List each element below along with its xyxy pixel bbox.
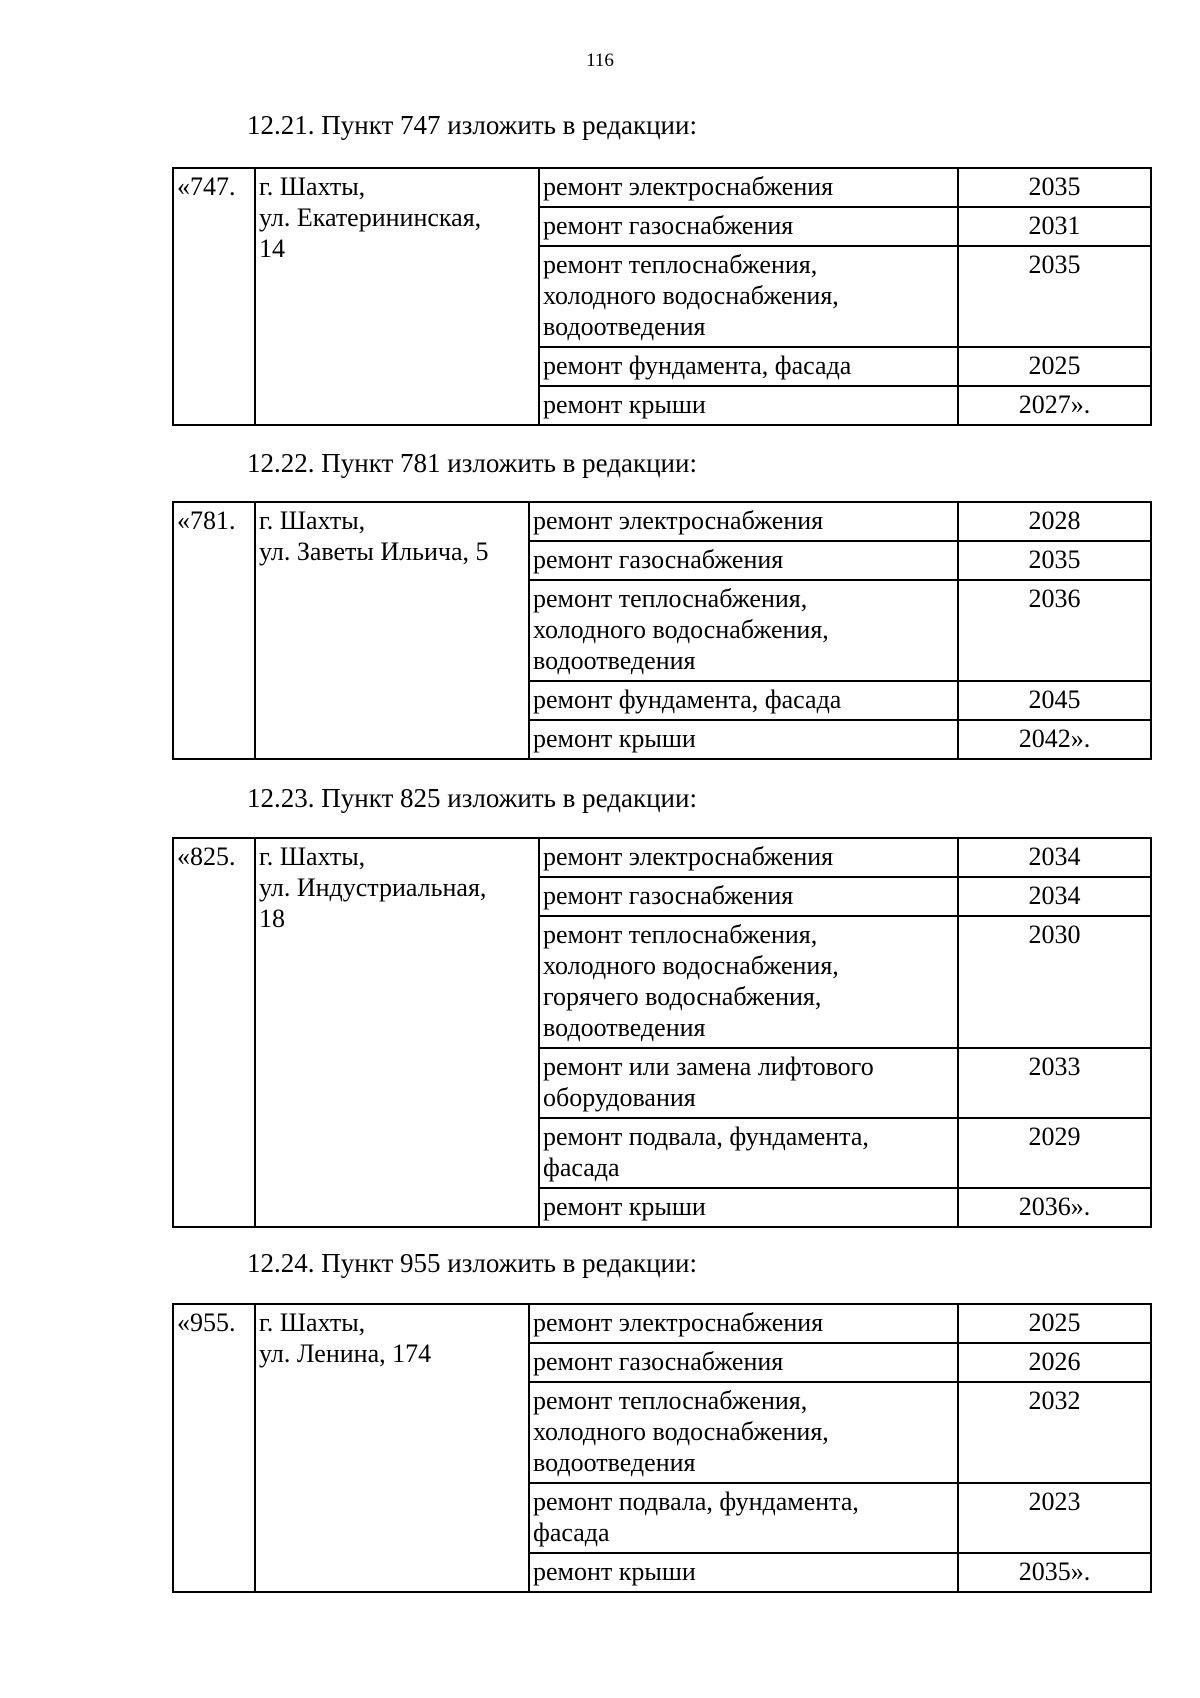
address-line: ул. Заветы Ильича, 5 — [259, 537, 489, 566]
item-number: «781. — [173, 502, 255, 759]
work-line: ремонт газоснабжения — [533, 1347, 784, 1376]
work-line: ремонт газоснабжения — [543, 211, 794, 240]
year-cell: 2033 — [958, 1048, 1151, 1118]
address-line: ул. Индустриальная, — [259, 873, 487, 902]
address-line: г. Шахты, — [259, 842, 366, 871]
year-cell: 2029 — [958, 1118, 1151, 1188]
work-type-cell — [539, 916, 958, 1048]
work-line: ремонт теплоснабжения, — [533, 584, 808, 613]
work-type-cell — [529, 1343, 958, 1382]
table-row — [173, 838, 1151, 877]
year-cell: 2035 — [958, 541, 1151, 580]
year-cell: 2035». — [958, 1553, 1151, 1592]
work-type-cell — [539, 207, 958, 246]
item-table — [172, 1303, 1152, 1593]
work-line: ремонт электроснабжения — [543, 172, 834, 201]
work-line: ремонт электроснабжения — [533, 1308, 824, 1337]
year-cell: 2031 — [958, 207, 1151, 246]
work-line: ремонт подвала, фундамента, — [533, 1487, 859, 1516]
year-cell: 2036». — [958, 1188, 1151, 1227]
item-number: «825. — [173, 838, 255, 1227]
work-line: водоотведения — [543, 1013, 706, 1042]
address-cell — [255, 502, 529, 759]
address-line: г. Шахты, — [259, 1308, 366, 1337]
address-line: г. Шахты, — [259, 172, 366, 201]
table-row — [173, 1304, 1151, 1343]
work-line: ремонт крыши — [543, 390, 706, 419]
work-type-cell — [529, 502, 958, 541]
section-heading: 12.23. Пункт 825 изложить в редакции: — [247, 783, 697, 813]
work-type-cell — [539, 1048, 958, 1118]
address-line: г. Шахты, — [259, 506, 366, 535]
year-cell: 2034 — [958, 877, 1151, 916]
work-line: ремонт фундамента, фасада — [543, 351, 852, 380]
work-line: фасада — [533, 1518, 610, 1547]
page-number: 116 — [586, 50, 614, 71]
work-line: ремонт теплоснабжения, — [543, 250, 818, 279]
work-type-cell — [539, 838, 958, 877]
year-cell: 2035 — [958, 168, 1151, 207]
year-cell: 2028 — [958, 502, 1151, 541]
year-cell: 2032 — [958, 1382, 1151, 1483]
work-line: ремонт подвала, фундамента, — [543, 1122, 869, 1151]
item-table — [172, 837, 1152, 1228]
address-line: ул. Ленина, 174 — [259, 1339, 432, 1368]
address-cell — [255, 1304, 529, 1592]
work-line: ремонт теплоснабжения, — [543, 920, 818, 949]
work-type-cell — [539, 1118, 958, 1188]
work-line: холодного водоснабжения, — [533, 615, 829, 644]
year-cell: 2025 — [958, 1304, 1151, 1343]
year-cell: 2030 — [958, 916, 1151, 1048]
work-line: водоотведения — [533, 646, 696, 675]
year-cell: 2036 — [958, 580, 1151, 681]
work-line: фасада — [543, 1153, 620, 1182]
work-type-cell — [539, 347, 958, 386]
address-cell — [255, 168, 539, 425]
work-line: ремонт крыши — [543, 1192, 706, 1221]
work-line: ремонт газоснабжения — [533, 545, 784, 574]
work-type-cell — [539, 877, 958, 916]
work-line: ремонт теплоснабжения, — [533, 1386, 808, 1415]
work-type-cell — [529, 1304, 958, 1343]
work-line: холодного водоснабжения, — [543, 951, 839, 980]
work-type-cell — [529, 681, 958, 720]
work-line: оборудования — [543, 1083, 696, 1112]
item-number: «747. — [173, 168, 255, 425]
item-table — [172, 167, 1152, 426]
work-line: ремонт электроснабжения — [543, 842, 834, 871]
year-cell: 2034 — [958, 838, 1151, 877]
work-type-cell — [529, 1553, 958, 1592]
year-cell: 2023 — [958, 1483, 1151, 1553]
address-cell — [255, 838, 539, 1227]
year-cell: 2027». — [958, 386, 1151, 425]
table-row — [173, 502, 1151, 541]
address-line: 14 — [259, 234, 285, 263]
address-line: ул. Екатерининская, — [259, 203, 482, 232]
work-line: горячего водоснабжения, — [543, 982, 822, 1011]
work-type-cell — [539, 246, 958, 347]
address-line: 18 — [259, 904, 285, 933]
work-type-cell — [529, 580, 958, 681]
table-row — [173, 168, 1151, 207]
work-line: ремонт крыши — [533, 724, 696, 753]
work-line: ремонт или замена лифтового — [543, 1052, 874, 1081]
work-type-cell — [529, 541, 958, 580]
work-line: ремонт фундамента, фасада — [533, 685, 842, 714]
work-line: водоотведения — [543, 312, 706, 341]
item-table — [172, 501, 1152, 760]
section-heading: 12.21. Пункт 747 изложить в редакции: — [247, 110, 697, 140]
work-line: ремонт газоснабжения — [543, 881, 794, 910]
year-cell: 2045 — [958, 681, 1151, 720]
work-type-cell — [539, 168, 958, 207]
work-type-cell — [529, 1483, 958, 1553]
item-number: «955. — [173, 1304, 255, 1592]
work-line: ремонт крыши — [533, 1557, 696, 1586]
work-type-cell — [539, 1188, 958, 1227]
work-line: холодного водоснабжения, — [533, 1417, 829, 1446]
section-heading: 12.22. Пункт 781 изложить в редакции: — [247, 448, 697, 478]
work-line: ремонт электроснабжения — [533, 506, 824, 535]
year-cell: 2026 — [958, 1343, 1151, 1382]
work-type-cell — [539, 386, 958, 425]
year-cell: 2025 — [958, 347, 1151, 386]
work-line: холодного водоснабжения, — [543, 281, 839, 310]
section-heading: 12.24. Пункт 955 изложить в редакции: — [247, 1248, 697, 1278]
work-type-cell — [529, 720, 958, 759]
year-cell: 2035 — [958, 246, 1151, 347]
work-type-cell — [529, 1382, 958, 1483]
work-line: водоотведения — [533, 1448, 696, 1477]
year-cell: 2042». — [958, 720, 1151, 759]
